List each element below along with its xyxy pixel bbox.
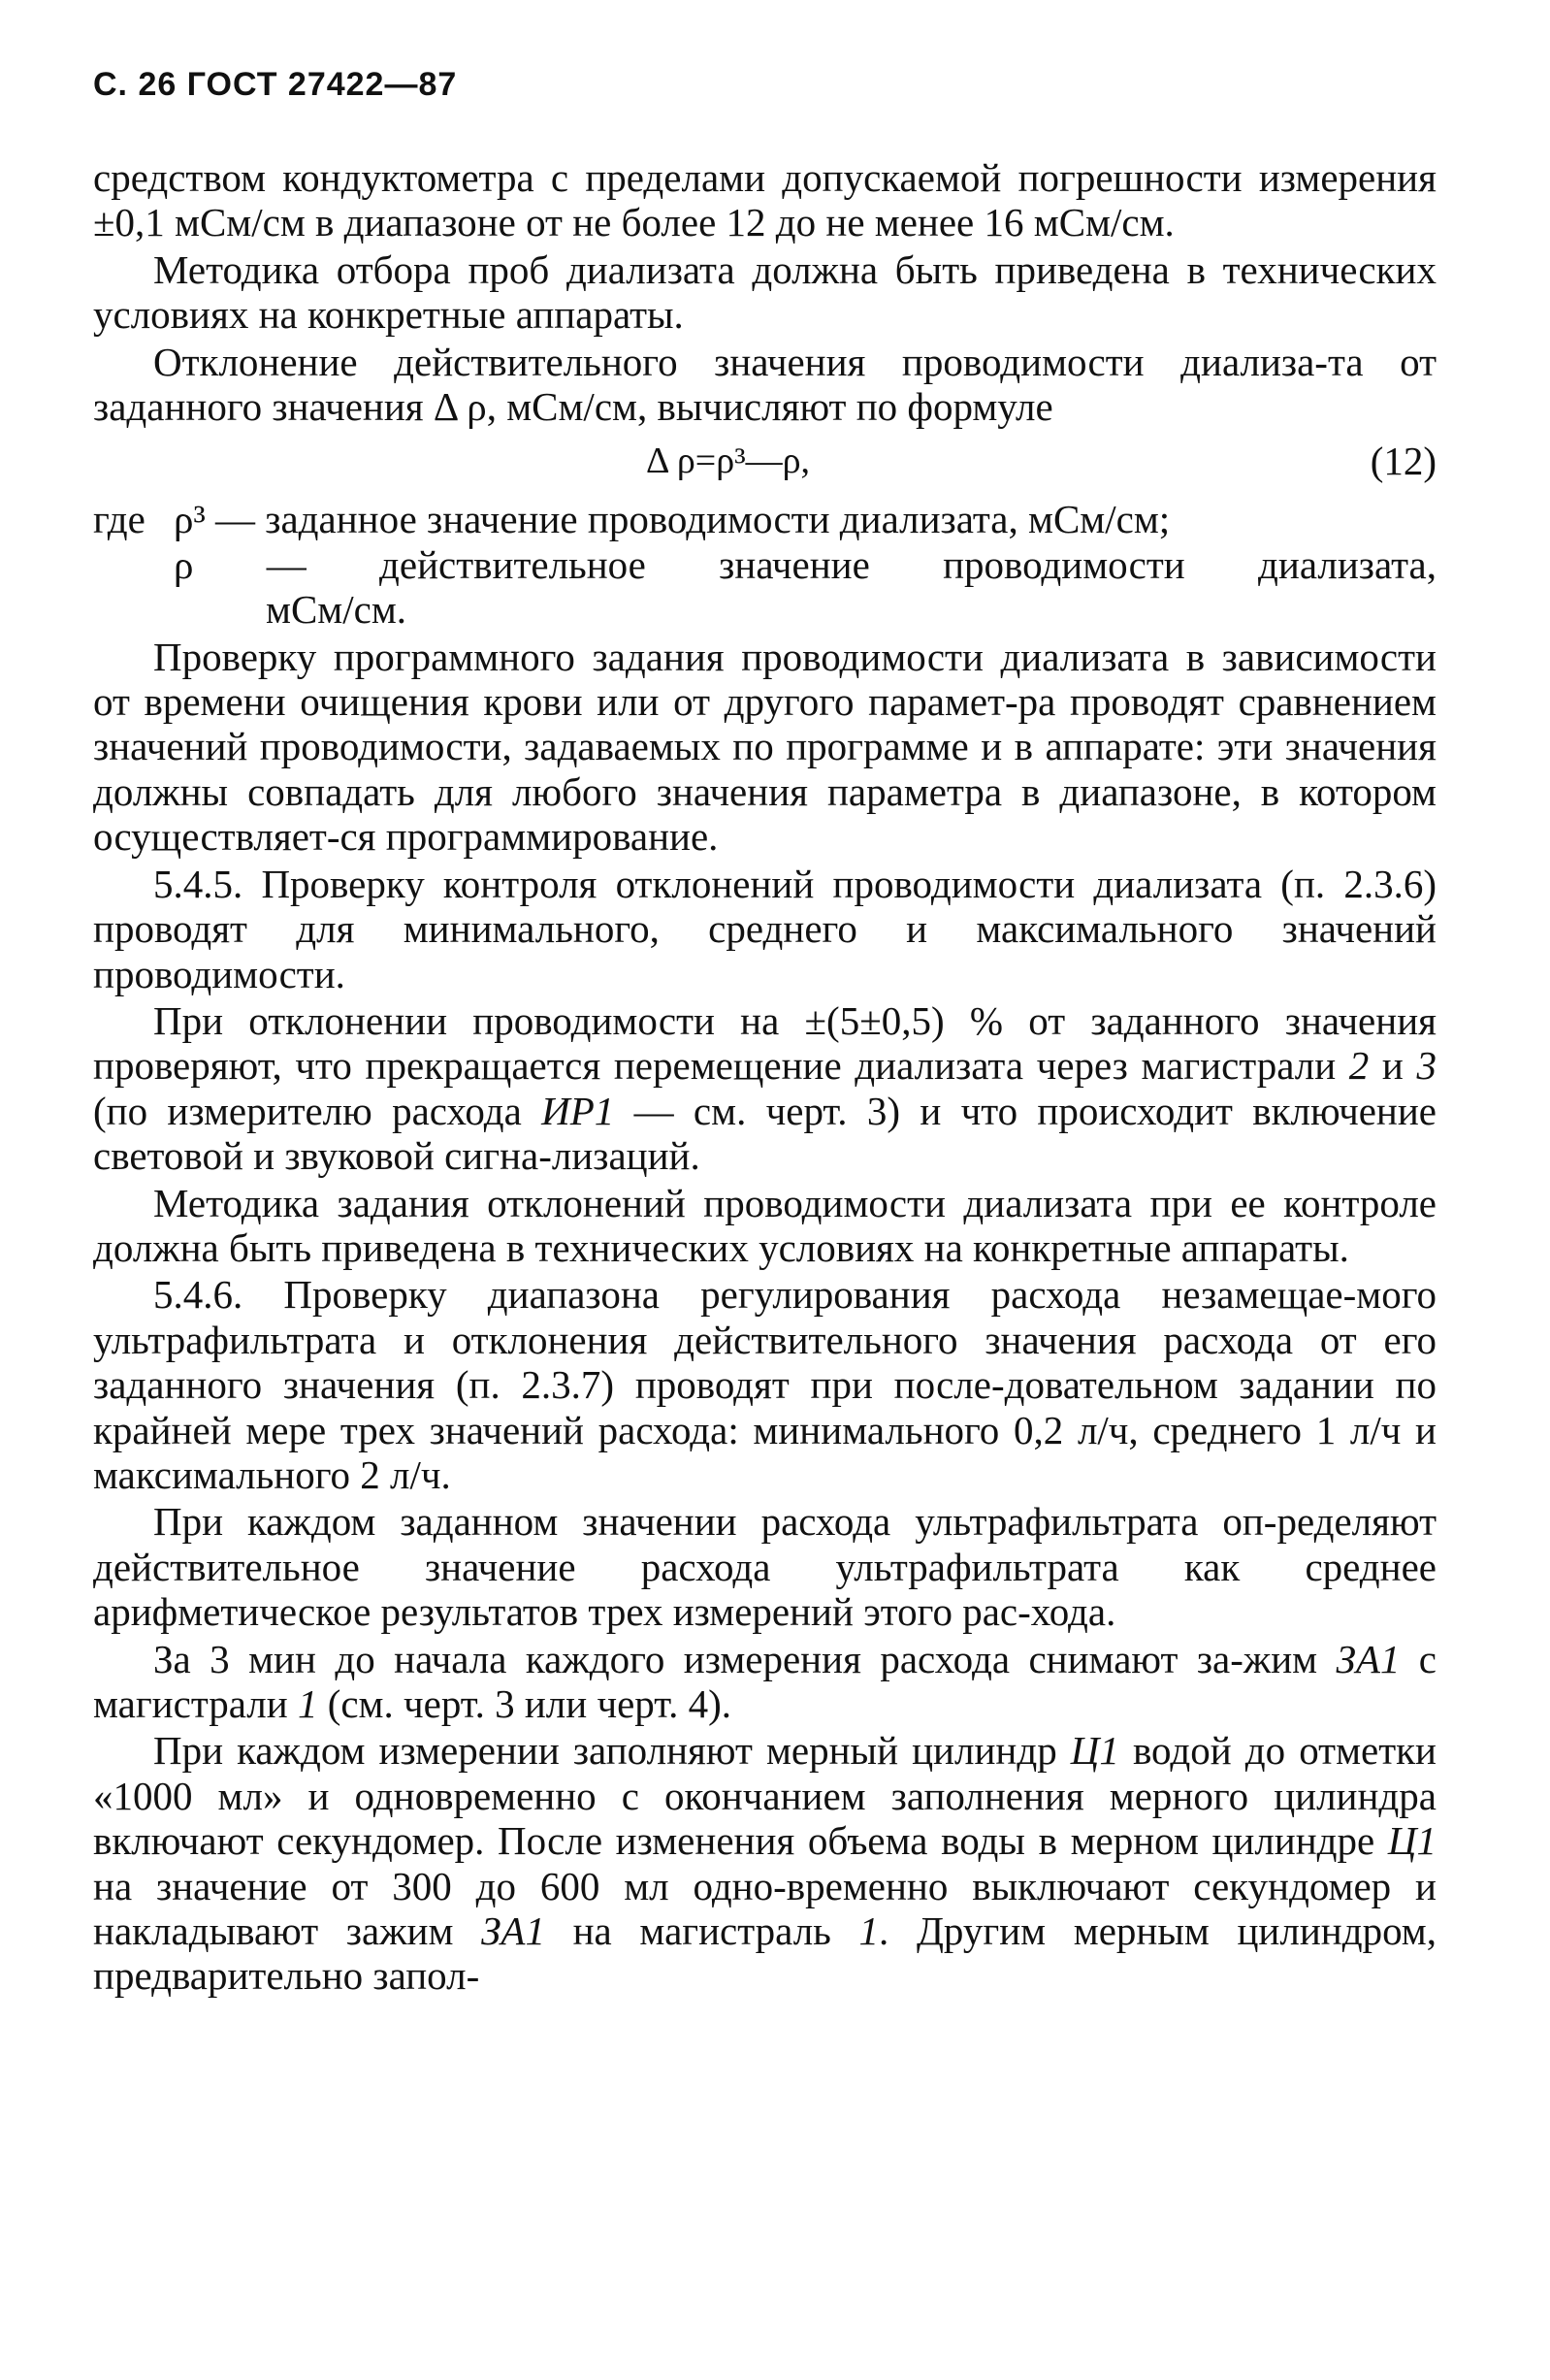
where-definition-rho-actual: ρ — действительное значение проводимости диализата, — [174, 541, 1437, 587]
body-text — [93, 155, 1437, 2001]
paragraph-deviation-method: Методика задания отклонений проводимости диализата при ее контроле должна быть приведена в технических условиях на конкретные аппараты. — [93, 1180, 1437, 1270]
where-block — [93, 497, 1437, 632]
formula-number: (12) — [1370, 439, 1437, 484]
paragraph-deviation-check: При отклонении проводимости на ±(5±0,5) % от заданного значения проверяют, что прекращается перемещение диализата через магистрали 2 и 3 (по измерителю расхода ИР1 — см. черт. 3) и что происходит включение световой и звуковой сигна-лизаций. — [93, 997, 1437, 1179]
paragraph-ultrafiltrate-average: При каждом заданном значении расхода ультрафильтрата оп-ределяют действительное значение расхода ультрафильтрата как среднее арифметическое результатов трех измерений этого рас-хода. — [93, 1499, 1437, 1635]
paragraph-5-4-5: 5.4.5. Проверку контроля отклонений проводимости диализата (п. 2.3.6) проводят для минимального, среднего и максимального значений проводимости. — [93, 861, 1437, 996]
paragraph-sampling-method: Методика отбора проб диализата должна быть приведена в технических условиях на конкретные аппараты. — [93, 246, 1437, 338]
formula-line — [93, 437, 1437, 491]
paragraph-program-check: Проверку программного задания проводимости диализата в зависимости от времени очищения крови или от другого парамет-ра проводят сравнением значений проводимости, задаваемых по программе и в аппарате: эти значения должны совпадать для любого значения параметра в диапазоне, в котором осуществляет-ся программирование. — [93, 634, 1437, 860]
where-definition-rho-set: ρ³ — заданное значение проводимости диализата, мСм/см; — [174, 497, 1171, 542]
paragraph-5-4-6: 5.4.6. Проверку диапазона регулирования расхода незамещае-мого ультрафильтрата и отклонения действительного значения расхода от его заданного значения (п. 2.3.7) проводят при после-довательном задании по крайней мере трех значений расхода: минимального 0,2 л/ч, среднего 1 л/ч и максимального 2 л/ч. — [93, 1272, 1437, 1497]
formula: Δ ρ=ρ³—ρ, — [646, 440, 811, 482]
running-head: С. 26 ГОСТ 27422—87 — [93, 66, 458, 103]
where-row-1 — [93, 497, 1437, 541]
where-word: где — [93, 497, 145, 542]
paragraph-clamp-removal: За 3 мин до начала каждого измерения расхода снимают за-жим ЗА1 с магистрали 1 (см. черт. 3 или черт. 4). — [93, 1636, 1437, 1726]
where-row-2 — [93, 542, 1437, 587]
paragraph-deviation-formula-intro: Отклонение действительного значения проводимости диализа-та от заданного значения Δ ρ, мСм/см, вычисляют по формуле — [93, 339, 1437, 430]
where-row-3: мСм/см. — [266, 587, 407, 633]
paragraph-continuation: средством кондуктометра с пределами допускаемой погрешности измерения ±0,1 мСм/см в диапазоне от не более 12 до не менее 16 мСм/см. — [93, 155, 1437, 245]
paragraph-measurement-procedure: При каждом измерении заполняют мерный цилиндр Ц1 водой до отметки «1000 мл» и одновременно с окончанием заполнения мерного цилиндра включают секундомер. После изменения объема воды в мерном цилиндре Ц1 на значение от 300 до 600 мл одно-временно выключают секундомер и накладывают зажим ЗА1 на магистраль 1. Другим мерным цилиндром, предварительно запол- — [93, 1728, 1437, 1999]
